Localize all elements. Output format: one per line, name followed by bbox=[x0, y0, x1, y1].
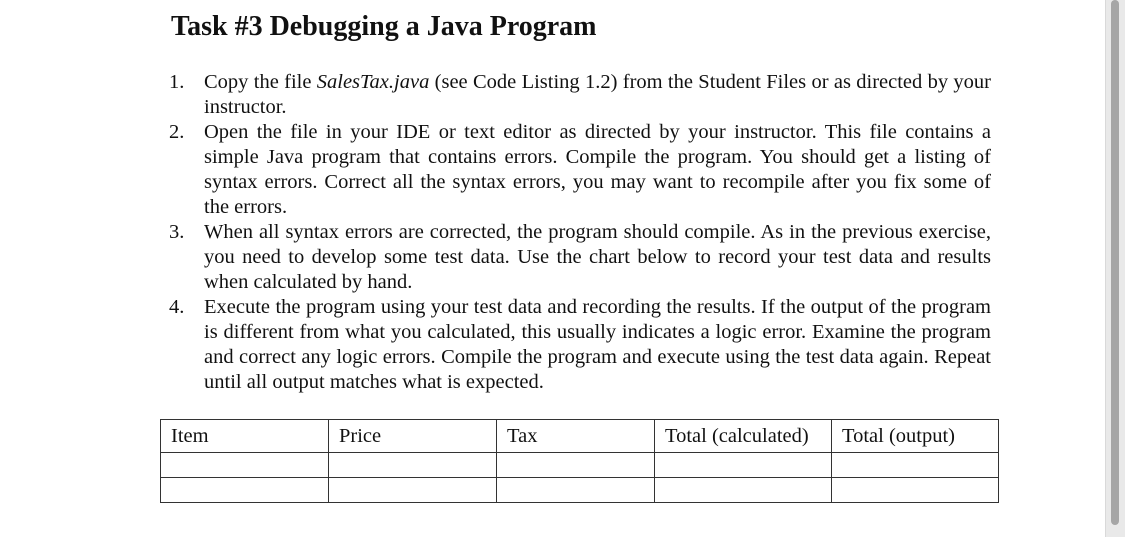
instruction-step bbox=[163, 70, 991, 120]
step-text: Execute the program using your test data and recording the results. If the output of the program is different from what you calculated, this usually indicates a logic error. Examine the program and correct any logic errors. Compile the program and execute using the test data again. Repeat until all output matches what is expected. bbox=[204, 296, 991, 393]
column-header-price: Price bbox=[329, 420, 497, 453]
step-number: 3. bbox=[169, 221, 185, 243]
table-cell bbox=[161, 478, 329, 503]
instruction-list bbox=[163, 70, 991, 395]
step-number: 1. bbox=[169, 71, 185, 93]
column-header-total-calculated: Total (calculated) bbox=[655, 420, 832, 453]
table-row bbox=[161, 478, 999, 503]
table-cell bbox=[832, 453, 999, 478]
step-text: When all syntax errors are corrected, the program should compile. As in the previous exercise, you need to develop some test data. Use the chart below to record your test data and results when calculated by hand. bbox=[204, 221, 991, 293]
test-data-table bbox=[160, 419, 999, 503]
table-cell bbox=[655, 453, 832, 478]
table-cell bbox=[497, 453, 655, 478]
scrollbar-thumb[interactable] bbox=[1111, 0, 1119, 525]
filename-text: SalesTax.java bbox=[316, 71, 430, 93]
table-cell bbox=[497, 478, 655, 503]
instruction-step bbox=[163, 120, 991, 220]
step-text-before: Copy the file bbox=[204, 71, 317, 93]
table-header-row bbox=[161, 420, 999, 453]
column-header-item: Item bbox=[161, 420, 329, 453]
table-cell bbox=[329, 453, 497, 478]
task-title: Task #3 Debugging a Java Program bbox=[171, 11, 597, 42]
step-number: 4. bbox=[169, 296, 185, 318]
step-text: Open the file in your IDE or text editor as directed by your instructor. This file contains a simple Java program that contains errors. Compile the program. You should get a listing of syntax errors. Correct all the syntax errors, you may want to recompile after you fix some of the errors. bbox=[204, 121, 991, 218]
step-number: 2. bbox=[169, 121, 185, 143]
table-cell bbox=[329, 478, 497, 503]
table-row bbox=[161, 453, 999, 478]
step-text-after: (see Code Listing 1.2) from the Student Files or as directed by your instructor. bbox=[204, 71, 991, 118]
table-cell bbox=[161, 453, 329, 478]
column-header-tax: Tax bbox=[497, 420, 655, 453]
instruction-step bbox=[163, 220, 991, 295]
scrollbar-track[interactable] bbox=[1105, 0, 1125, 537]
step-text bbox=[204, 71, 991, 118]
column-header-total-output: Total (output) bbox=[832, 420, 999, 453]
instruction-step bbox=[163, 295, 991, 395]
table-cell bbox=[655, 478, 832, 503]
table-cell bbox=[832, 478, 999, 503]
